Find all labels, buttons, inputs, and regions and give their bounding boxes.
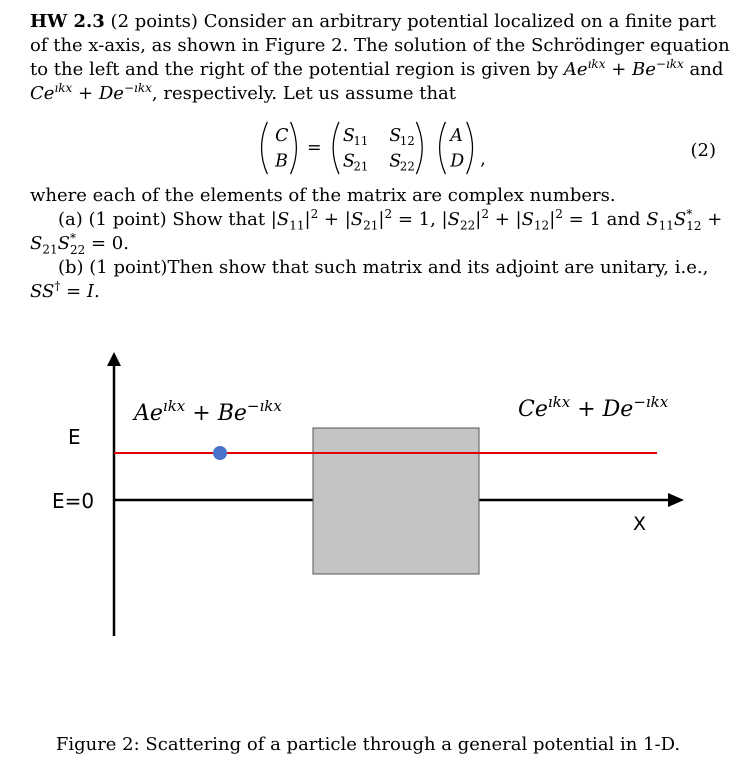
svg-text:=: = [307, 137, 322, 158]
svg-text:B: B [275, 151, 288, 172]
right-solution-expression: $Ce^{ıkx}$ [30, 81, 73, 104]
where-line [30, 184, 716, 208]
x-axis-label: X [633, 513, 647, 535]
intro-text-4: , respectively. Let us assume that [151, 83, 457, 104]
part-a-line-2: $S_{21}S^*_{22} = 0$. [30, 231, 129, 257]
svg-text:11: 11 [353, 134, 369, 149]
left-solution-expression: $Ae^{ıkx}$ [563, 57, 606, 80]
problem-line-3: to the left and the right of the potential region is given by $Ae^{ıkx} + Be^{-ıkx}$ and [30, 57, 724, 80]
energy-axis-arrow-icon [107, 352, 121, 366]
problem-parts [30, 184, 723, 304]
energy-label: E [68, 425, 81, 449]
potential-barrier [313, 428, 479, 574]
svg-text:S: S [389, 151, 402, 172]
problem-line-4: $Ce^{ıkx} + De^{-ıkx}$, respectively. Let us assume that [30, 81, 457, 104]
svg-text:22: 22 [399, 159, 415, 174]
intro-text-1: Consider an arbitrary potential localized on a finite part [203, 11, 717, 32]
problem-statement [30, 10, 730, 106]
svg-text:,: , [480, 149, 486, 170]
intro-text-3b: and [683, 59, 724, 80]
figure-caption: Figure 2: Scattering of a particle through a general potential in 1-D. [55, 734, 681, 755]
problem-line-1 [30, 10, 716, 34]
scattering-matrix-equation [0, 118, 736, 178]
svg-text:C: C [275, 126, 289, 147]
scattering-figure [0, 340, 736, 650]
svg-text:D: D [450, 151, 465, 172]
intro-text-2: of the x-axis, as shown in Figure 2. The solution of the Schrödinger equation [30, 35, 730, 56]
svg-text:S: S [342, 126, 355, 147]
part-b-line-1 [30, 256, 716, 280]
part-a-text: (a) (1 point) Show that [58, 209, 266, 230]
where-text: where each of the elements of the matrix are complex numbers. [30, 185, 616, 206]
problem-label: HW 2.3 [30, 11, 105, 32]
problem-line-2 [30, 34, 730, 58]
part-a-and: and [606, 209, 641, 230]
left-wave-label: $Ae^{ıkx} + Be^{-ıkx}$ [134, 397, 282, 426]
part-a-line-1: (a) (1 point) Show that $|S_{11}|^2 + |S_{21}|^2 = 1$, $|S_{22}|^2 + |S_{12}|^2 = 1$ and $S_{11}S^*_{12}$ + [58, 207, 723, 233]
x-axis-arrow-icon [668, 493, 684, 507]
particle-dot [213, 446, 227, 460]
zero-energy-label: E=0 [52, 489, 95, 513]
part-b-line-2: SS† = I. [30, 279, 100, 302]
equation-number: (2) [690, 140, 716, 161]
svg-text:A: A [450, 126, 463, 147]
intro-text-3: to the left and the right of the potential region is given by [30, 59, 564, 80]
svg-text:21: 21 [353, 159, 369, 174]
svg-text:12: 12 [399, 134, 415, 149]
right-wave-label: $Ce^{ıkx} + De^{-ıkx}$ [518, 393, 669, 422]
svg-text:S: S [342, 151, 355, 172]
part-b-text: (b) (1 point)Then show that such matrix and its adjoint are unitary, i.e., [58, 257, 709, 278]
svg-text:S: S [389, 126, 402, 147]
problem-points: (2 points) [110, 11, 198, 32]
